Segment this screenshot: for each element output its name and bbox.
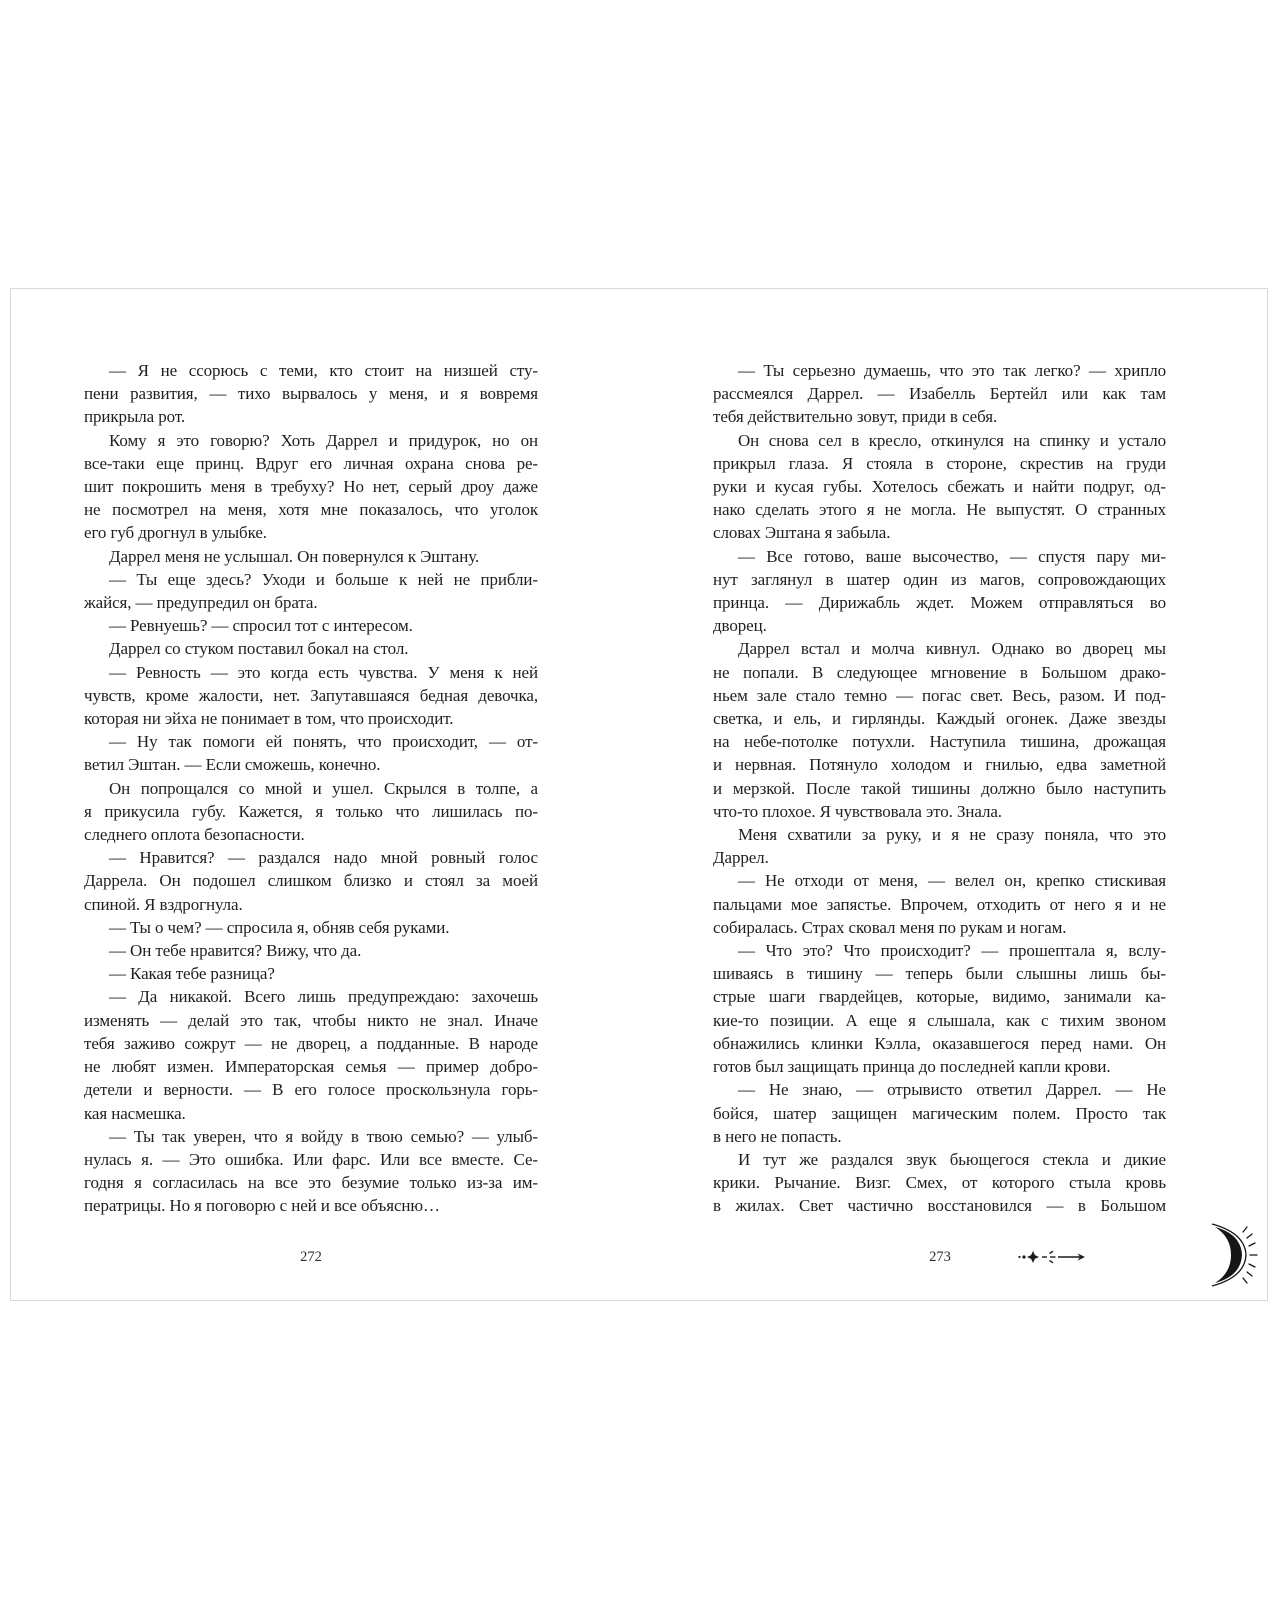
- text-line: в жилах. Свет частично восстановился — в Большом: [713, 1196, 1166, 1216]
- text-line: Кому я это говорю? Хоть Даррел и придурок, но он: [109, 430, 538, 450]
- text-line: не любят измен. Императорская семья — пример добро-: [84, 1057, 538, 1077]
- text-line: рассмеялся Даррел. — Изабелль Бертейл или как там: [713, 384, 1166, 404]
- text-line: и нервная. Потянуло холодом и гнилью, едва заметной: [713, 755, 1166, 775]
- text-line: не посмотрел на меня, хотя мне показалось, что уголок: [84, 500, 538, 520]
- text-line: тебя действительно зовут, приди в себя.: [713, 407, 998, 427]
- paragraph: [713, 545, 1166, 638]
- text-line: собиралась. Страх сковал меня по рукам и ногам.: [713, 917, 1067, 937]
- paragraph: [84, 661, 538, 731]
- text-line: — Он тебе нравится? Вижу, что да.: [109, 941, 362, 961]
- text-line: Он попрощался со мной и ушел. Скрылся в толпе, а: [109, 778, 538, 798]
- text-line: — Нравится? — раздался надо мной ровный голос: [109, 848, 538, 868]
- text-line: нулась я. — Это ошибка. Или фарс. Или все вместе. Се-: [84, 1149, 538, 1169]
- text-line: — Да никакой. Всего лишь предупреждаю: захочешь: [109, 987, 538, 1007]
- text-line: — Не знаю, — отрывисто ответил Даррел. — Не: [738, 1080, 1166, 1100]
- text-line: — Ты еще здесь? Уходи и больше к ней не прибли-: [109, 569, 538, 589]
- text-line: нако сделать этого я не могла. Не выпустят. О странных: [713, 500, 1166, 520]
- text-line: кие-то позиции. А еще я слышала, как с тихим звоном: [713, 1010, 1166, 1030]
- text-line: тебя заживо сожрут — не дворец, а подданные. В народе: [84, 1033, 538, 1053]
- paragraph: [713, 1078, 1166, 1148]
- right-page-text: [713, 359, 1166, 1218]
- text-line: стрые шаги гвардейцев, которые, видимо, занимали ка-: [713, 987, 1166, 1007]
- text-line: и мерзкой. После такой тишины должно было наступить: [713, 778, 1166, 798]
- text-line: руки и кусая губы. Хотелось сбежать и найти подруг, од-: [713, 477, 1166, 497]
- text-line: не попали. В следующее мгновение в Большом драко-: [713, 662, 1166, 682]
- text-line: — Какая тебе разница?: [109, 964, 275, 984]
- paragraph: [84, 359, 538, 429]
- paragraph: [84, 568, 538, 614]
- text-line: пени развития, — тихо вырвалось у меня, и я вовремя: [84, 384, 538, 404]
- paragraph: [84, 614, 538, 637]
- text-line: Меня схватили за руку, и я не сразу поняла, что это: [738, 825, 1166, 845]
- paragraph: [713, 869, 1166, 939]
- text-line: — Ты так уверен, что я войду в твою семью? — улыб-: [109, 1126, 538, 1146]
- text-line: Даррел.: [713, 848, 769, 868]
- text-line: И тут же раздался звук бьющегося стекла и дикие: [738, 1149, 1166, 1169]
- text-line: — Все готово, ваше высочество, — спустя пару ми-: [738, 546, 1166, 566]
- text-line: Даррела. Он подошел слишком близко и стоял за моей: [84, 871, 538, 891]
- comet-arrow-icon: [1017, 1249, 1093, 1270]
- book-spread: [10, 288, 1268, 1301]
- text-line: — Ревнуешь? — спросил тот с интересом.: [109, 616, 413, 636]
- text-line: — Что это? Что происходит? — прошептала я, вслу-: [738, 941, 1166, 961]
- text-line: прикрыл глаза. Я стояла в стороне, скрестив на груди: [713, 453, 1166, 473]
- text-line: словах Эштана я забыла.: [713, 523, 891, 543]
- text-line: Даррел со стуком поставил бокал на стол.: [109, 639, 409, 659]
- paragraph: [713, 1148, 1166, 1218]
- paragraph: [84, 916, 538, 939]
- text-line: жайся, — предупредил он брата.: [84, 593, 318, 613]
- text-line: ператрицы. Но я поговорю с ней и все объясню…: [84, 1196, 440, 1216]
- text-line: шиваясь в тишину — теперь были слышны лишь бы-: [713, 964, 1166, 984]
- paragraph: [84, 962, 538, 985]
- text-line: детели и верности. — В его голосе проскользнула горь-: [84, 1080, 538, 1100]
- page-number-left: 272: [300, 1249, 322, 1265]
- left-page-text: [84, 359, 538, 1218]
- text-line: готов был защищать принца до последней капли крови.: [713, 1057, 1111, 1077]
- text-line: — Ты о чем? — спросила я, обняв себя руками.: [109, 917, 450, 937]
- text-line: — Не отходи от меня, — велел он, крепко стискивая: [738, 871, 1166, 891]
- text-line: нут заглянул в шатер один из магов, сопровождающих: [713, 569, 1166, 589]
- text-line: ветил Эштан. — Если сможешь, конечно.: [84, 755, 381, 775]
- text-line: которая ни эйха не понимает в том, что происходит.: [84, 709, 454, 729]
- text-line: светка, и ель, и гирлянды. Каждый огонек. Даже звезды: [713, 709, 1166, 729]
- paragraph: [84, 939, 538, 962]
- text-line: шит покрошить меня в требуху? Но нет, серый дроу даже: [84, 477, 538, 497]
- paragraph: [84, 730, 538, 776]
- text-line: прикрыла рот.: [84, 407, 186, 427]
- text-line: Даррел меня не услышал. Он повернулся к Эштану.: [109, 546, 480, 566]
- paragraph: [713, 637, 1166, 823]
- text-line: все-таки еще принц. Вдруг его личная охрана снова ре-: [84, 453, 538, 473]
- text-line: ньем зале стало темно — погас свет. Весь, разом. И под-: [713, 685, 1166, 705]
- text-line: — Ты серьезно думаешь, что это так легко? — хрипло: [738, 361, 1166, 380]
- paragraph: [84, 429, 538, 545]
- text-line: годня я согласилась на все это безумие только из-за им-: [84, 1173, 538, 1193]
- paragraph: [84, 1125, 538, 1218]
- text-line: — Ну так помоги ей понять, что происходит, — от-: [109, 732, 538, 752]
- paragraph: [84, 777, 538, 847]
- text-line: бойся, шатер защищен магическим полем. Просто так: [713, 1103, 1166, 1123]
- paragraph: [713, 429, 1166, 545]
- paragraph: [84, 985, 538, 1124]
- paragraph: [713, 823, 1166, 869]
- text-line: обнажились клинки Кэлла, оказавшегося перед нами. Он: [713, 1033, 1166, 1053]
- text-line: принца. — Дирижабль ждет. Можем отправляться во: [713, 593, 1166, 613]
- text-line: изменять — делай это так, чтобы никто не знал. Иначе: [84, 1010, 538, 1030]
- text-line: в него не попасть.: [713, 1126, 842, 1146]
- page-number-right: 273: [929, 1249, 951, 1265]
- paragraph: [713, 939, 1166, 1078]
- text-line: кая насмешка.: [84, 1103, 186, 1123]
- text-line: — Я не ссорюсь с теми, кто стоит на низшей сту-: [109, 361, 538, 380]
- text-line: Даррел встал и молча кивнул. Однако во дворец мы: [738, 639, 1166, 659]
- text-line: спиной. Я вздрогнула.: [84, 894, 243, 914]
- text-line: — Ревность — это когда есть чувства. У меня к ней: [109, 662, 538, 682]
- text-line: чувств, кроме жалости, нет. Запутавшаяся бедная девочка,: [84, 685, 538, 705]
- text-line: пальцами мое запястье. Впрочем, отходить от него я и не: [713, 894, 1166, 914]
- text-line: Он снова сел в кресло, откинулся на спинку и устало: [738, 430, 1166, 450]
- text-line: крики. Рычание. Визг. Смех, от которого стыла кровь: [713, 1173, 1166, 1193]
- paragraph: [713, 359, 1166, 429]
- paragraph: [84, 637, 538, 660]
- text-line: следнего оплота безопасности.: [84, 825, 305, 845]
- paragraph: [84, 545, 538, 568]
- text-line: его губ дрогнул в улыбке.: [84, 523, 267, 543]
- text-line: что-то плохое. Я чувствовала это. Знала.: [713, 801, 1002, 821]
- crescent-moon-icon: [1201, 1223, 1259, 1292]
- text-line: я прикусила губу. Кажется, я только что лишилась по-: [84, 801, 538, 821]
- paragraph: [84, 846, 538, 916]
- text-line: дворец.: [713, 616, 767, 636]
- text-line: на небе-потолке потухли. Наступила тишина, дрожащая: [713, 732, 1166, 752]
